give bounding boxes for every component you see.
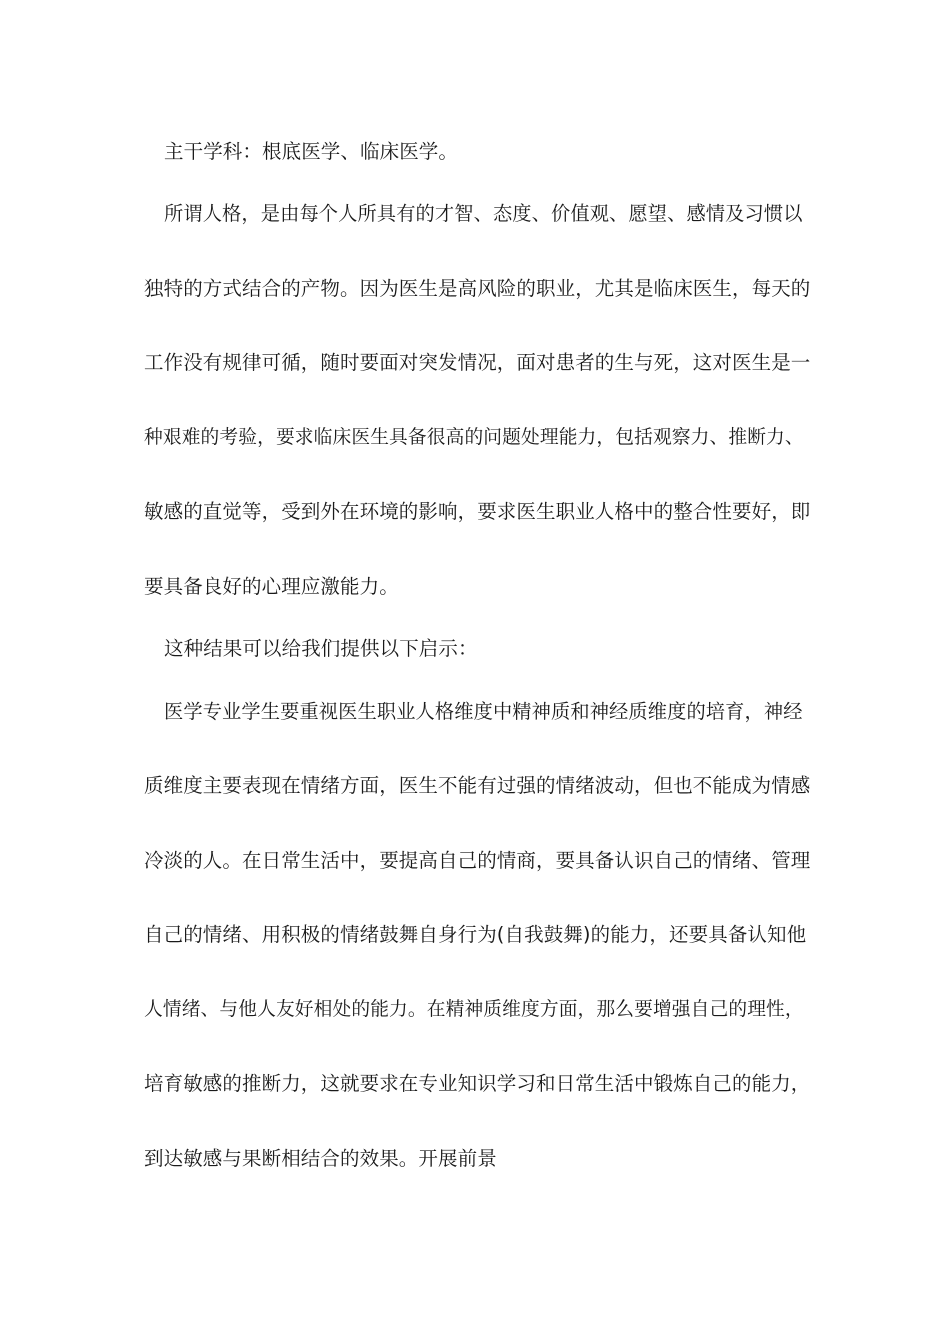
text-line: 种艰难的考验，要求临床医生具备很高的问题处理能力，包括观察力、推断力、 (144, 427, 804, 448)
text-line: 主干学科：根底医学、临床医学。 (164, 140, 459, 163)
text-line: 这种结果可以给我们提供以下启示： (164, 637, 478, 660)
text-line: 培育敏感的推断力，这就要求在专业知识学习和日常生活中锻炼自己的能力， (144, 1072, 811, 1095)
text-line: 人情绪、与他人友好相处的能力。在精神质维度方面，那么要增强自己的理性， (144, 999, 804, 1020)
text-line: 独特的方式结合的产物。因为医生是高风险的职业，尤其是临床医生，每天的 (144, 277, 811, 300)
text-line: 敏感的直觉等，受到外在环境的影响，要求医生职业人格中的整合性要好，即 (144, 500, 811, 523)
text-line: 工作没有规律可循，随时要面对突发情况，面对患者的生与死，这对医生是一 (144, 351, 811, 374)
text-line: 所谓人格，是由每个人所具有的才智、态度、价值观、愿望、感情及习惯以 (164, 202, 803, 225)
text-line: 自己的情绪、用积极的情绪鼓舞自身行为(自我鼓舞)的能力，还要具备认知他 (144, 923, 807, 946)
text-line: 医学专业学生要重视医生职业人格维度中精神质和神经质维度的培育，神经 (164, 700, 803, 723)
text-line: 质维度主要表现在情绪方面，医生不能有过强的情绪波动，但也不能成为情感 (144, 774, 811, 797)
text-line: 冷淡的人。在日常生活中，要提高自己的情商，要具备认识自己的情绪、管理 (144, 849, 811, 872)
text-line: 到达敏感与果断相结合的效果。开展前景 (144, 1147, 497, 1170)
text-line: 要具备良好的心理应激能力。 (144, 575, 399, 598)
